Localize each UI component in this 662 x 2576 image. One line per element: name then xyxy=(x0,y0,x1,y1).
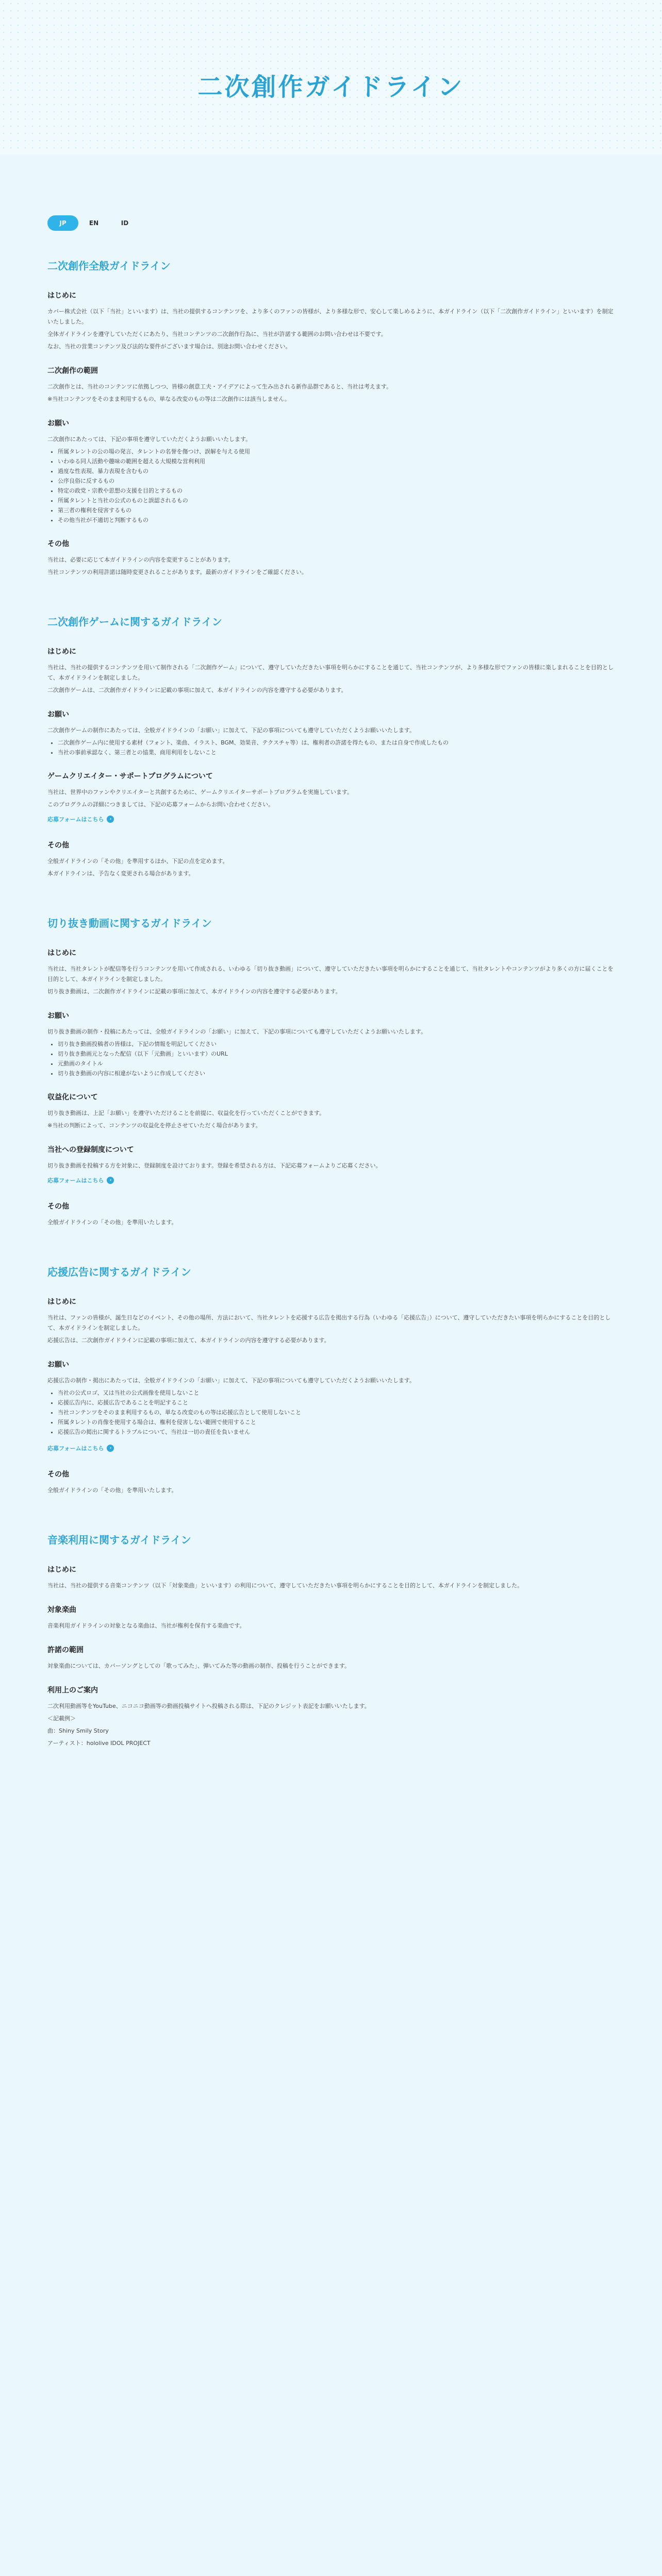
subsection-heading: はじめに xyxy=(47,1566,76,1574)
paragraph: 切り抜き動画の制作・投稿にあたっては、全般ガイドラインの「お願い」に加えて、下記の事項についても遵守していただくようお願いいたします。 xyxy=(47,1028,427,1035)
hero-banner xyxy=(0,0,662,155)
paragraph: このプログラムの詳細につきましては、下記の応募フォームからお問い合わせください。 xyxy=(47,801,274,808)
list-item: • 当社の事前承認なく、第三者との協業、商用利用をしないこと xyxy=(58,748,615,757)
paragraph: ※当社の判断によって、コンテンツの収益化を停止させていただく場合があります。 xyxy=(47,1122,261,1129)
bullet-list xyxy=(47,1388,615,1437)
paragraph: 当社は、ファンの皆様が、誕生日などのイベント、その他の場所、方法において、当社タレントを応援する広告を掲出する行為（いわゆる「応援広告」）について、遵守していただきたい事項を明らかにすることを目的として、本ガイドラインを制定しました。 xyxy=(47,1314,611,1331)
bullet-list xyxy=(47,447,615,525)
paragraph: 当社コンテンツの利用許諾は随時変更されることがあります。最新のガイドラインをご確認ください。 xyxy=(47,569,307,575)
subsection-heading: お願い xyxy=(47,1361,69,1369)
arrow-right-icon: › xyxy=(107,816,114,823)
subsection-heading: その他 xyxy=(47,540,69,548)
list-item: • 所属タレントの肖像を使用する場合は、権利を侵害しない範囲で使用すること xyxy=(58,1417,615,1427)
arrow-right-icon: › xyxy=(107,1177,114,1184)
arrow-right-icon: › xyxy=(107,1445,114,1452)
application-form-link[interactable] xyxy=(47,815,114,823)
guideline-section xyxy=(47,258,615,578)
list-item: • 切り抜き動画投稿者の皆様は、下記の情報を明記してください xyxy=(58,1039,615,1049)
section-title: 切り抜き動画に関するガイドライン xyxy=(47,917,212,929)
page-title: 二次創作ガイドライン xyxy=(197,73,465,101)
lang-jp[interactable]: JP xyxy=(47,215,78,231)
paragraph: 切り抜き動画は、二次創作ガイドラインに記載の事項に加えて、本ガイドラインの内容を遵守する必要があります。 xyxy=(47,988,341,995)
paragraph: 当社は、当社の提供する音楽コンテンツ（以下「対象楽曲」といいます）の利用について、遵守していただきたい事項を明らかにすることを目的として、本ガイドラインを制定しました。 xyxy=(47,1582,523,1589)
bullet-list xyxy=(47,1039,615,1078)
subsection-heading: 二次創作の範囲 xyxy=(47,367,98,375)
list-item: • 所属タレントと当社の公式のものと誤認されるもの xyxy=(58,496,615,505)
paragraph: ※当社コンテンツをそのまま利用するもの、単なる改変のもの等は二次創作には該当しません。 xyxy=(47,396,290,402)
subsection-heading: 対象楽曲 xyxy=(47,1606,76,1614)
paragraph: 二次創作にあたっては、下記の事項を遵守していただくようお願いいたします。 xyxy=(47,436,252,443)
list-item: • 過度な性表現、暴力表現を含むもの xyxy=(58,466,615,476)
paragraph: 全体ガイドラインを遵守していただくにあたり、当社コンテンツの二次創作行為に、当社が許諾する範囲のお問い合わせは不要です。 xyxy=(47,331,387,337)
lang-en[interactable]: EN xyxy=(89,219,99,227)
subsection-heading: 収益化について xyxy=(47,1093,98,1101)
paragraph: カバー株式会社（以下「当社」といいます）は、当社の提供するコンテンツを、より多くのファンの皆様が、より多様な形で、安心して楽しめるように、本ガイドライン（以下「二次創作ガイドライン」といいます）を制定いたしました。 xyxy=(47,308,614,325)
paragraph: 全般ガイドラインの「その他」を準用するほか、下記の点を定めます。 xyxy=(47,858,228,865)
list-item: • その他当社が不適切と判断するもの xyxy=(58,515,615,525)
paragraph: 切り抜き動画は、上記「お願い」を遵守いただけることを前提に、収益化を行っていただくことができます。 xyxy=(47,1110,325,1116)
paragraph: 二次創作ゲームは、二次創作ガイドラインに記載の事項に加えて、本ガイドラインの内容を遵守する必要があります。 xyxy=(47,687,347,693)
section-title: 二次創作ゲームに関するガイドライン xyxy=(47,616,222,628)
subsection-heading: 許諾の範囲 xyxy=(47,1646,84,1654)
paragraph: 全般ガイドラインの「その他」を準用いたします。 xyxy=(47,1487,177,1494)
paragraph: なお、当社の営業コンテンツ及び法的な要件がございます場合は、別途お問い合わせください。 xyxy=(47,343,291,350)
subsection-heading: はじめに xyxy=(47,648,76,656)
list-item: • 切り抜き動画の内容に相違がないように作成してください xyxy=(58,1069,615,1078)
list-item: • 当社の公式ロゴ、又は当社の公式画像を使用しないこと xyxy=(58,1388,615,1398)
paragraph: 全般ガイドラインの「その他」を準用いたします。 xyxy=(47,1219,177,1226)
paragraph: 当社は、当社タレントが配信等を行うコンテンツを用いて作成される、いわゆる「切り抜き動画」について、遵守していただきたい事項を明らかにすることを通じて、当社タレントやコンテンツがより多くの方に届くことを目的として、本ガイドラインを制定しました。 xyxy=(47,965,614,982)
paragraph: 応援広告の制作・掲出にあたっては、全般ガイドラインの「お願い」に加えて、下記の事項についても遵守していただくようお願いいたします。 xyxy=(47,1377,416,1384)
lang-id[interactable]: ID xyxy=(121,219,129,227)
paragraph: 対象楽曲については、カバーソングとしての「歌ってみた」、弾いてみた等の動画の制作、投稿を行うことができます。 xyxy=(47,1663,350,1669)
paragraph: 当社は、当社の提供するコンテンツを用いて制作される「二次創作ゲーム」について、遵守していただきたい事項を明らかにすることを通じて、当社コンテンツが、より多様な形でファンの皆様に楽しまれることを目的として、本ガイドラインを制定しました。 xyxy=(47,664,614,681)
guideline-content xyxy=(47,258,615,1785)
paragraph: ＜記載例＞ xyxy=(47,1715,76,1722)
subsection-heading: その他 xyxy=(47,841,69,850)
subsection-heading: その他 xyxy=(47,1202,69,1211)
application-form-link[interactable] xyxy=(47,1444,114,1452)
paragraph: 当社は、必要に応じて本ガイドラインの内容を変更することがあります。 xyxy=(47,556,234,563)
list-item: • 応援広告内に、応援広告であることを明記すること xyxy=(58,1398,615,1408)
list-item: • いわゆる同人活動や趣味の範囲を超える大規模な営利利用 xyxy=(58,456,615,466)
subsection-heading: はじめに xyxy=(47,292,76,300)
language-switcher xyxy=(47,215,140,231)
guideline-section xyxy=(47,915,615,1228)
list-item: • 元動画のタイトル xyxy=(58,1059,615,1069)
subsection-heading: お願い xyxy=(47,419,69,428)
paragraph: 本ガイドラインは、予告なく変更される場合があります。 xyxy=(47,870,194,877)
paragraph: アーティスト：hololive IDOL PROJECT xyxy=(47,1740,151,1747)
section-title: 応援広告に関するガイドライン xyxy=(47,1266,191,1278)
list-item: • 当社コンテンツをそのまま利用するもの、単なる改変のもの等は応援広告として使用しないこと xyxy=(58,1408,615,1417)
list-item: • 特定の政党・宗教や思想の支援を目的とするもの xyxy=(58,486,615,496)
guideline-section xyxy=(47,1264,615,1496)
link-label: 応募フォームはこちら xyxy=(47,1445,104,1452)
guideline-section xyxy=(47,614,615,879)
paragraph: 二次創作とは、当社のコンテンツに依拠しつつ、皆様の創意工夫・アイデアによって生み出される新作品群であると、当社は考えます。 xyxy=(47,383,392,390)
section-title: 音楽利用に関するガイドライン xyxy=(47,1534,191,1546)
link-label: 応募フォームはこちら xyxy=(47,1177,104,1184)
paragraph: 二次創作ゲームの制作にあたっては、全般ガイドラインの「お願い」に加えて、下記の事項についても遵守していただくようお願いいたします。 xyxy=(47,727,416,734)
subsection-heading: その他 xyxy=(47,1470,69,1479)
paragraph: 応援広告は、二次創作ガイドラインに記載の事項に加えて、本ガイドラインの内容を遵守する必要があります。 xyxy=(47,1337,330,1344)
list-item: • 公序良俗に反するもの xyxy=(58,476,615,486)
paragraph: 音楽利用ガイドラインの対象となる楽曲は、当社が権利を保有する楽曲です。 xyxy=(47,1622,245,1629)
subsection-heading: 利用上のご案内 xyxy=(47,1686,98,1694)
paragraph: 曲：Shiny Smily Story xyxy=(47,1727,109,1734)
section-title: 二次創作全般ガイドライン xyxy=(47,260,171,272)
list-item: • 所属タレントの公の場の発言、タレントの名誉を傷つけ、誤解を与える使用 xyxy=(58,447,615,456)
subsection-heading: お願い xyxy=(47,1012,69,1020)
paragraph: 当社は、世界中のファンやクリエイターと共創するために、ゲームクリエイターサポートプログラムを実施しています。 xyxy=(47,789,353,795)
list-item: • 切り抜き動画元となった配信（以下「元動画」といいます）のURL xyxy=(58,1049,615,1059)
paragraph: 二次利用動画等をYouTube、ニコニコ動画等の動画投稿サイトへ投稿される際は、下記のクレジット表記をお願いいたします。 xyxy=(47,1703,370,1709)
subsection-heading: はじめに xyxy=(47,1298,76,1306)
guideline-section xyxy=(47,1532,615,1749)
list-item: • 第三者の権利を侵害するもの xyxy=(58,505,615,515)
link-label: 応募フォームはこちら xyxy=(47,816,104,823)
subsection-heading: はじめに xyxy=(47,949,76,957)
bullet-list xyxy=(47,738,615,757)
subsection-heading: お願い xyxy=(47,710,69,719)
list-item: • 応援広告の掲出に関するトラブルについて、当社は一切の責任を負いません xyxy=(58,1427,615,1437)
subsection-heading: 当社への登録制度について xyxy=(47,1146,134,1154)
subsection-heading: ゲームクリエイター・サポートプログラムについて xyxy=(47,772,213,781)
list-item: • 二次創作ゲーム内に使用する素材（フォント、楽曲、イラスト、BGM、効果音、テクスチャ等）は、権利者の許諾を得たもの、または自身で作成したもの xyxy=(58,738,615,748)
paragraph: 切り抜き動画を投稿する方を対象に、登録制度を設けております。登録を希望される方は、下記応募フォームよりご応募ください。 xyxy=(47,1162,382,1169)
application-form-link[interactable] xyxy=(47,1176,114,1184)
